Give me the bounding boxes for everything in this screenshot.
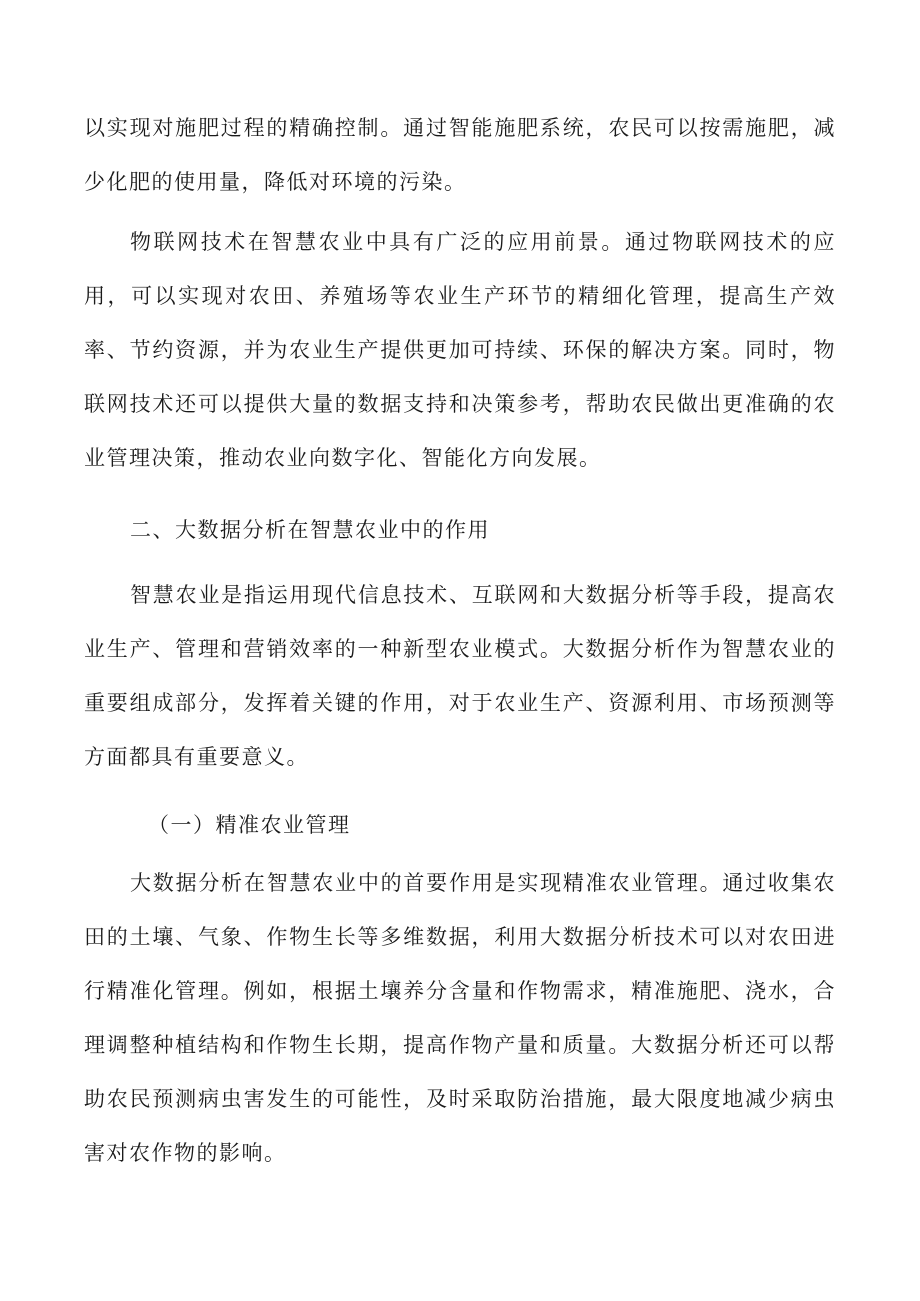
paragraph-precision-management: 大数据分析在智慧农业中的首要作用是实现精准农业管理。通过收集农田的土壤、气象、作物生长等多维数据，利用大数据分析技术可以对农田进行精准化管理。例如，根据土壤养分含量和作物需求，精准施肥、浇水，合理调整种植结构和作物生长期，提高作物产量和质量。大数据分析还可以帮助农民预测病虫害发生的可能性，及时采取防治措施，最大限度地减少病虫害对农作物的影响。 <box>84 871 836 1165</box>
paragraph-smart-agriculture-definition: 智慧农业是指运用现代信息技术、互联网和大数据分析等手段，提高农业生产、管理和营销效率的一种新型农业模式。大数据分析作为智慧农业的重要组成部分，发挥着关键的作用，对于农业生产、资源利用、市场预测等方面都具有重要意义。 <box>84 583 836 769</box>
paragraph-fertilization-control: 以实现对施肥过程的精确控制。通过智能施肥系统，农民可以按需施肥，减少化肥的使用量，降低对环境的污染。 <box>84 116 836 194</box>
section-heading-big-data-role: 二、大数据分析在智慧农业中的作用 <box>130 518 490 542</box>
subsection-heading-precision-management: （一）精准农业管理 <box>148 813 351 837</box>
paragraph-iot-prospects: 物联网技术在智慧农业中具有广泛的应用前景。通过物联网技术的应用，可以实现对农田、养殖场等农业生产环节的精细化管理，提高生产效率、节约资源，并为农业生产提供更加可持续、环保的解决方案。同时，物联网技术还可以提供大量的数据支持和决策参考，帮助农民做出更准确的农业管理决策，推动农业向数字化、智能化方向发展。 <box>84 230 836 470</box>
